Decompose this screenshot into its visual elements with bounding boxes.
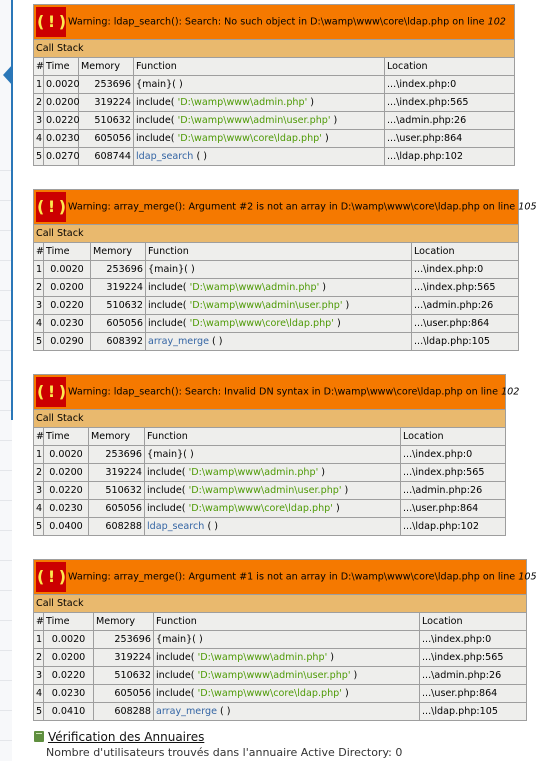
function-parens: ) <box>342 300 350 311</box>
frame-memory: 510632 <box>91 297 146 315</box>
frame-location: ...\admin.php:26 <box>412 297 519 315</box>
function-name: {main}( ) <box>147 449 194 460</box>
col-header-number: # <box>34 58 44 76</box>
function-argument: 'D:\wamp\www\admin.php' <box>188 467 319 478</box>
frame-time: 0.0230 <box>44 315 91 333</box>
frame-location: ...\index.php:565 <box>385 94 515 112</box>
function-parens: ) <box>307 97 315 108</box>
frame-function <box>154 667 420 685</box>
call-stack-row <box>34 595 527 613</box>
stack-frame-row <box>34 446 506 464</box>
function-parens: ) <box>327 652 335 663</box>
function-parens: ) <box>341 688 349 699</box>
col-header-memory: Memory <box>91 243 146 261</box>
col-header-memory: Memory <box>79 58 134 76</box>
function-name: include( <box>156 688 198 699</box>
frame-time: 0.0020 <box>44 446 89 464</box>
frame-function <box>145 500 401 518</box>
stack-frame-row <box>34 685 527 703</box>
function-parens: ) <box>333 318 341 329</box>
frame-number: 4 <box>34 130 44 148</box>
column-header-row <box>34 243 519 261</box>
col-header-location: Location <box>420 613 527 631</box>
col-header-memory: Memory <box>94 613 154 631</box>
frame-time: 0.0200 <box>44 464 89 482</box>
php-warning-table <box>33 4 515 166</box>
frame-function <box>154 631 420 649</box>
stack-frame-row <box>34 297 519 315</box>
col-header-time: Time <box>44 58 79 76</box>
function-name: include( <box>136 115 178 126</box>
function-argument: 'D:\wamp\www\core\ldap.php' <box>189 318 334 329</box>
stack-frame-row <box>34 464 506 482</box>
stack-frame-row <box>34 631 527 649</box>
warning-header-row <box>34 5 515 40</box>
frame-time: 0.0400 <box>44 518 89 536</box>
frame-time: 0.0200 <box>44 94 79 112</box>
warning-message: Warning: ldap_search(): Search: Invalid DN syntax in D:\wamp\www\core\ldap.php on line <box>68 386 502 398</box>
frame-memory: 319224 <box>89 464 145 482</box>
call-stack-label: Call Stack <box>34 225 519 243</box>
book-icon <box>34 731 44 742</box>
function-parens: ) <box>319 282 327 293</box>
function-argument: 'D:\wamp\www\admin\user.php' <box>177 115 331 126</box>
frame-time: 0.0230 <box>44 685 94 703</box>
frame-location: ...\index.php:0 <box>412 261 519 279</box>
function-parens: ) <box>350 670 358 681</box>
frame-memory: 608288 <box>94 703 154 721</box>
frame-memory: 253696 <box>94 631 154 649</box>
frame-number: 5 <box>34 518 44 536</box>
warning-message-cell <box>34 5 515 40</box>
warning-message-cell <box>34 375 520 410</box>
frame-time: 0.0020 <box>44 631 94 649</box>
frame-memory: 605056 <box>89 500 145 518</box>
function-name: include( <box>136 97 178 108</box>
stack-frame-row <box>34 261 519 279</box>
col-header-location: Location <box>412 243 519 261</box>
column-header-row <box>34 613 527 631</box>
function-link[interactable]: ldap_search <box>136 151 194 162</box>
function-parens: ) <box>332 503 340 514</box>
function-name: {main}( ) <box>148 264 195 275</box>
function-name: include( <box>148 300 190 311</box>
function-argument: 'D:\wamp\www\core\ldap.php' <box>188 503 333 514</box>
frame-number: 1 <box>34 76 44 94</box>
function-name: include( <box>148 318 190 329</box>
frame-function <box>134 130 385 148</box>
warning-message: Warning: array_merge(): Argument #1 is not an array in D:\wamp\www\core\ldap.php on line <box>68 571 519 583</box>
stack-frame-row <box>34 333 519 351</box>
frame-location: ...\index.php:0 <box>420 631 527 649</box>
function-name: include( <box>156 670 198 681</box>
function-parens: ( ) <box>204 521 218 532</box>
col-header-function: Function <box>146 243 412 261</box>
frame-number: 3 <box>34 482 44 500</box>
frame-location: ...\index.php:565 <box>412 279 519 297</box>
frame-number: 1 <box>34 261 44 279</box>
frame-location: ...\user.php:864 <box>385 130 515 148</box>
warning-line-number: 105 <box>518 571 537 583</box>
frame-memory: 605056 <box>91 315 146 333</box>
col-header-time: Time <box>44 613 94 631</box>
function-link[interactable]: array_merge <box>148 336 209 347</box>
frame-location: ...\ldap.php:105 <box>420 703 527 721</box>
function-parens: ( ) <box>193 151 207 162</box>
warning-message-cell <box>34 190 537 225</box>
frame-location: ...\user.php:864 <box>401 500 506 518</box>
frame-function <box>134 94 385 112</box>
php-warning-table <box>33 374 520 536</box>
stack-frame-row <box>34 148 515 166</box>
col-header-function: Function <box>145 428 401 446</box>
call-stack-row <box>34 410 506 428</box>
stack-frame-row <box>34 130 515 148</box>
frame-function <box>134 112 385 130</box>
frame-number: 3 <box>34 667 44 685</box>
col-header-time: Time <box>44 243 91 261</box>
call-stack-label: Call Stack <box>34 595 527 613</box>
col-header-number: # <box>34 243 44 261</box>
frame-function <box>146 279 412 297</box>
frame-number: 5 <box>34 703 44 721</box>
frame-memory: 605056 <box>94 685 154 703</box>
warning-message-cell <box>34 560 537 595</box>
frame-location: ...\ldap.php:102 <box>385 148 515 166</box>
function-argument: 'D:\wamp\www\admin\user.php' <box>188 485 342 496</box>
frame-function <box>146 261 412 279</box>
frame-function <box>154 703 420 721</box>
verification-result-text: Nombre d'utilisateurs trouvés dans l'annuaire Active Directory: 0 <box>46 746 403 759</box>
col-header-function: Function <box>154 613 420 631</box>
frame-number: 2 <box>34 94 44 112</box>
stack-frame-row <box>34 703 527 721</box>
function-argument: 'D:\wamp\www\core\ldap.php' <box>177 133 322 144</box>
frame-function <box>154 685 420 703</box>
warning-header-row <box>34 375 506 410</box>
frame-memory: 608288 <box>89 518 145 536</box>
frame-function <box>145 518 401 536</box>
frame-function <box>146 333 412 351</box>
stack-frame-row <box>34 649 527 667</box>
warning-exclamation-icon: ( ! ) <box>36 562 66 592</box>
frame-number: 4 <box>34 500 44 518</box>
warning-exclamation-icon: ( ! ) <box>36 192 66 222</box>
col-header-memory: Memory <box>89 428 145 446</box>
warning-line-number: 102 <box>501 386 520 398</box>
stack-frame-row <box>34 76 515 94</box>
function-name: include( <box>156 652 198 663</box>
frame-location: ...\index.php:565 <box>401 464 506 482</box>
frame-time: 0.0410 <box>44 703 94 721</box>
frame-time: 0.0230 <box>44 130 79 148</box>
php-warning-table <box>33 559 537 721</box>
frame-location: ...\ldap.php:102 <box>401 518 506 536</box>
function-argument: 'D:\wamp\www\admin\user.php' <box>197 670 351 681</box>
frame-number: 3 <box>34 297 44 315</box>
stack-frame-row <box>34 500 506 518</box>
col-header-function: Function <box>134 58 385 76</box>
col-header-location: Location <box>385 58 515 76</box>
stack-frame-row <box>34 94 515 112</box>
function-argument: 'D:\wamp\www\admin.php' <box>197 652 328 663</box>
frame-number: 1 <box>34 631 44 649</box>
warning-line-number: 105 <box>518 201 537 213</box>
frame-time: 0.0220 <box>44 297 91 315</box>
stack-frame-row <box>34 482 506 500</box>
verification-title[interactable]: Vérification des Annuaires <box>48 730 205 744</box>
warning-header-row <box>34 560 527 595</box>
frame-location: ...\user.php:864 <box>420 685 527 703</box>
frame-time: 0.0220 <box>44 112 79 130</box>
warning-exclamation-icon: ( ! ) <box>36 7 66 37</box>
frame-memory: 253696 <box>89 446 145 464</box>
warning-message: Warning: array_merge(): Argument #2 is not an array in D:\wamp\www\core\ldap.php on line <box>68 201 519 213</box>
frame-memory: 253696 <box>79 76 134 94</box>
frame-location: ...\index.php:0 <box>401 446 506 464</box>
frame-memory: 319224 <box>79 94 134 112</box>
frame-number: 3 <box>34 112 44 130</box>
function-name: include( <box>147 485 189 496</box>
frame-time: 0.0020 <box>44 76 79 94</box>
frame-location: ...\admin.php:26 <box>420 667 527 685</box>
col-header-number: # <box>34 428 44 446</box>
frame-number: 2 <box>34 464 44 482</box>
call-stack-row <box>34 225 519 243</box>
function-parens: ) <box>318 467 326 478</box>
frame-location: ...\ldap.php:105 <box>412 333 519 351</box>
frame-memory: 510632 <box>79 112 134 130</box>
frame-time: 0.0200 <box>44 279 91 297</box>
function-argument: 'D:\wamp\www\admin\user.php' <box>189 300 343 311</box>
frame-function <box>146 297 412 315</box>
function-link[interactable]: ldap_search <box>147 521 205 532</box>
call-stack-label: Call Stack <box>34 410 506 428</box>
frame-number: 1 <box>34 446 44 464</box>
function-name: include( <box>147 503 189 514</box>
warning-message: Warning: ldap_search(): Search: No such object in D:\wamp\www\core\ldap.php on line <box>68 16 488 28</box>
frame-location: ...\admin.php:26 <box>401 482 506 500</box>
verification-heading <box>34 726 204 745</box>
stack-frame-row <box>34 667 527 685</box>
frame-function <box>134 76 385 94</box>
sidebar-collapse-arrow-icon[interactable] <box>3 64 13 86</box>
frame-number: 4 <box>34 685 44 703</box>
function-name: include( <box>136 133 178 144</box>
function-name: {main}( ) <box>156 634 203 645</box>
frame-memory: 608392 <box>91 333 146 351</box>
col-header-number: # <box>34 613 44 631</box>
frame-memory: 510632 <box>94 667 154 685</box>
frame-number: 4 <box>34 315 44 333</box>
warning-line-number: 102 <box>487 16 506 28</box>
function-parens: ) <box>330 115 338 126</box>
call-stack-label: Call Stack <box>34 40 515 58</box>
stack-frame-row <box>34 279 519 297</box>
function-name: include( <box>148 282 190 293</box>
function-name: {main}( ) <box>136 79 183 90</box>
function-argument: 'D:\wamp\www\core\ldap.php' <box>197 688 342 699</box>
function-argument: 'D:\wamp\www\admin.php' <box>177 97 308 108</box>
frame-location: ...\admin.php:26 <box>385 112 515 130</box>
column-header-row <box>34 428 506 446</box>
stack-frame-row <box>34 112 515 130</box>
function-name: include( <box>147 467 189 478</box>
frame-location: ...\user.php:864 <box>412 315 519 333</box>
frame-function <box>146 315 412 333</box>
frame-memory: 319224 <box>91 279 146 297</box>
function-parens: ) <box>321 133 329 144</box>
stack-frame-row <box>34 315 519 333</box>
frame-location: ...\index.php:565 <box>420 649 527 667</box>
frame-function <box>145 482 401 500</box>
frame-function <box>154 649 420 667</box>
frame-number: 5 <box>34 333 44 351</box>
stack-frame-row <box>34 518 506 536</box>
column-header-row <box>34 58 515 76</box>
frame-location: ...\index.php:0 <box>385 76 515 94</box>
frame-number: 2 <box>34 649 44 667</box>
warning-exclamation-icon: ( ! ) <box>36 377 66 407</box>
frame-time: 0.0290 <box>44 333 91 351</box>
frame-memory: 510632 <box>89 482 145 500</box>
function-argument: 'D:\wamp\www\admin.php' <box>189 282 320 293</box>
sidebar-accent-line <box>11 0 13 420</box>
frame-function <box>145 464 401 482</box>
frame-function <box>145 446 401 464</box>
frame-time: 0.0220 <box>44 482 89 500</box>
frame-memory: 608744 <box>79 148 134 166</box>
frame-memory: 253696 <box>91 261 146 279</box>
function-parens: ) <box>341 485 349 496</box>
frame-number: 5 <box>34 148 44 166</box>
function-parens: ( ) <box>216 706 231 717</box>
php-warning-table <box>33 189 537 351</box>
function-link[interactable]: array_merge <box>156 706 217 717</box>
frame-memory: 605056 <box>79 130 134 148</box>
warning-header-row <box>34 190 519 225</box>
frame-time: 0.0230 <box>44 500 89 518</box>
frame-number: 2 <box>34 279 44 297</box>
call-stack-row <box>34 40 515 58</box>
frame-time: 0.0020 <box>44 261 91 279</box>
frame-time: 0.0200 <box>44 649 94 667</box>
col-header-time: Time <box>44 428 89 446</box>
frame-memory: 319224 <box>94 649 154 667</box>
frame-time: 0.0270 <box>44 148 79 166</box>
frame-function <box>134 148 385 166</box>
col-header-location: Location <box>401 428 506 446</box>
function-parens: ( ) <box>208 336 223 347</box>
frame-time: 0.0220 <box>44 667 94 685</box>
